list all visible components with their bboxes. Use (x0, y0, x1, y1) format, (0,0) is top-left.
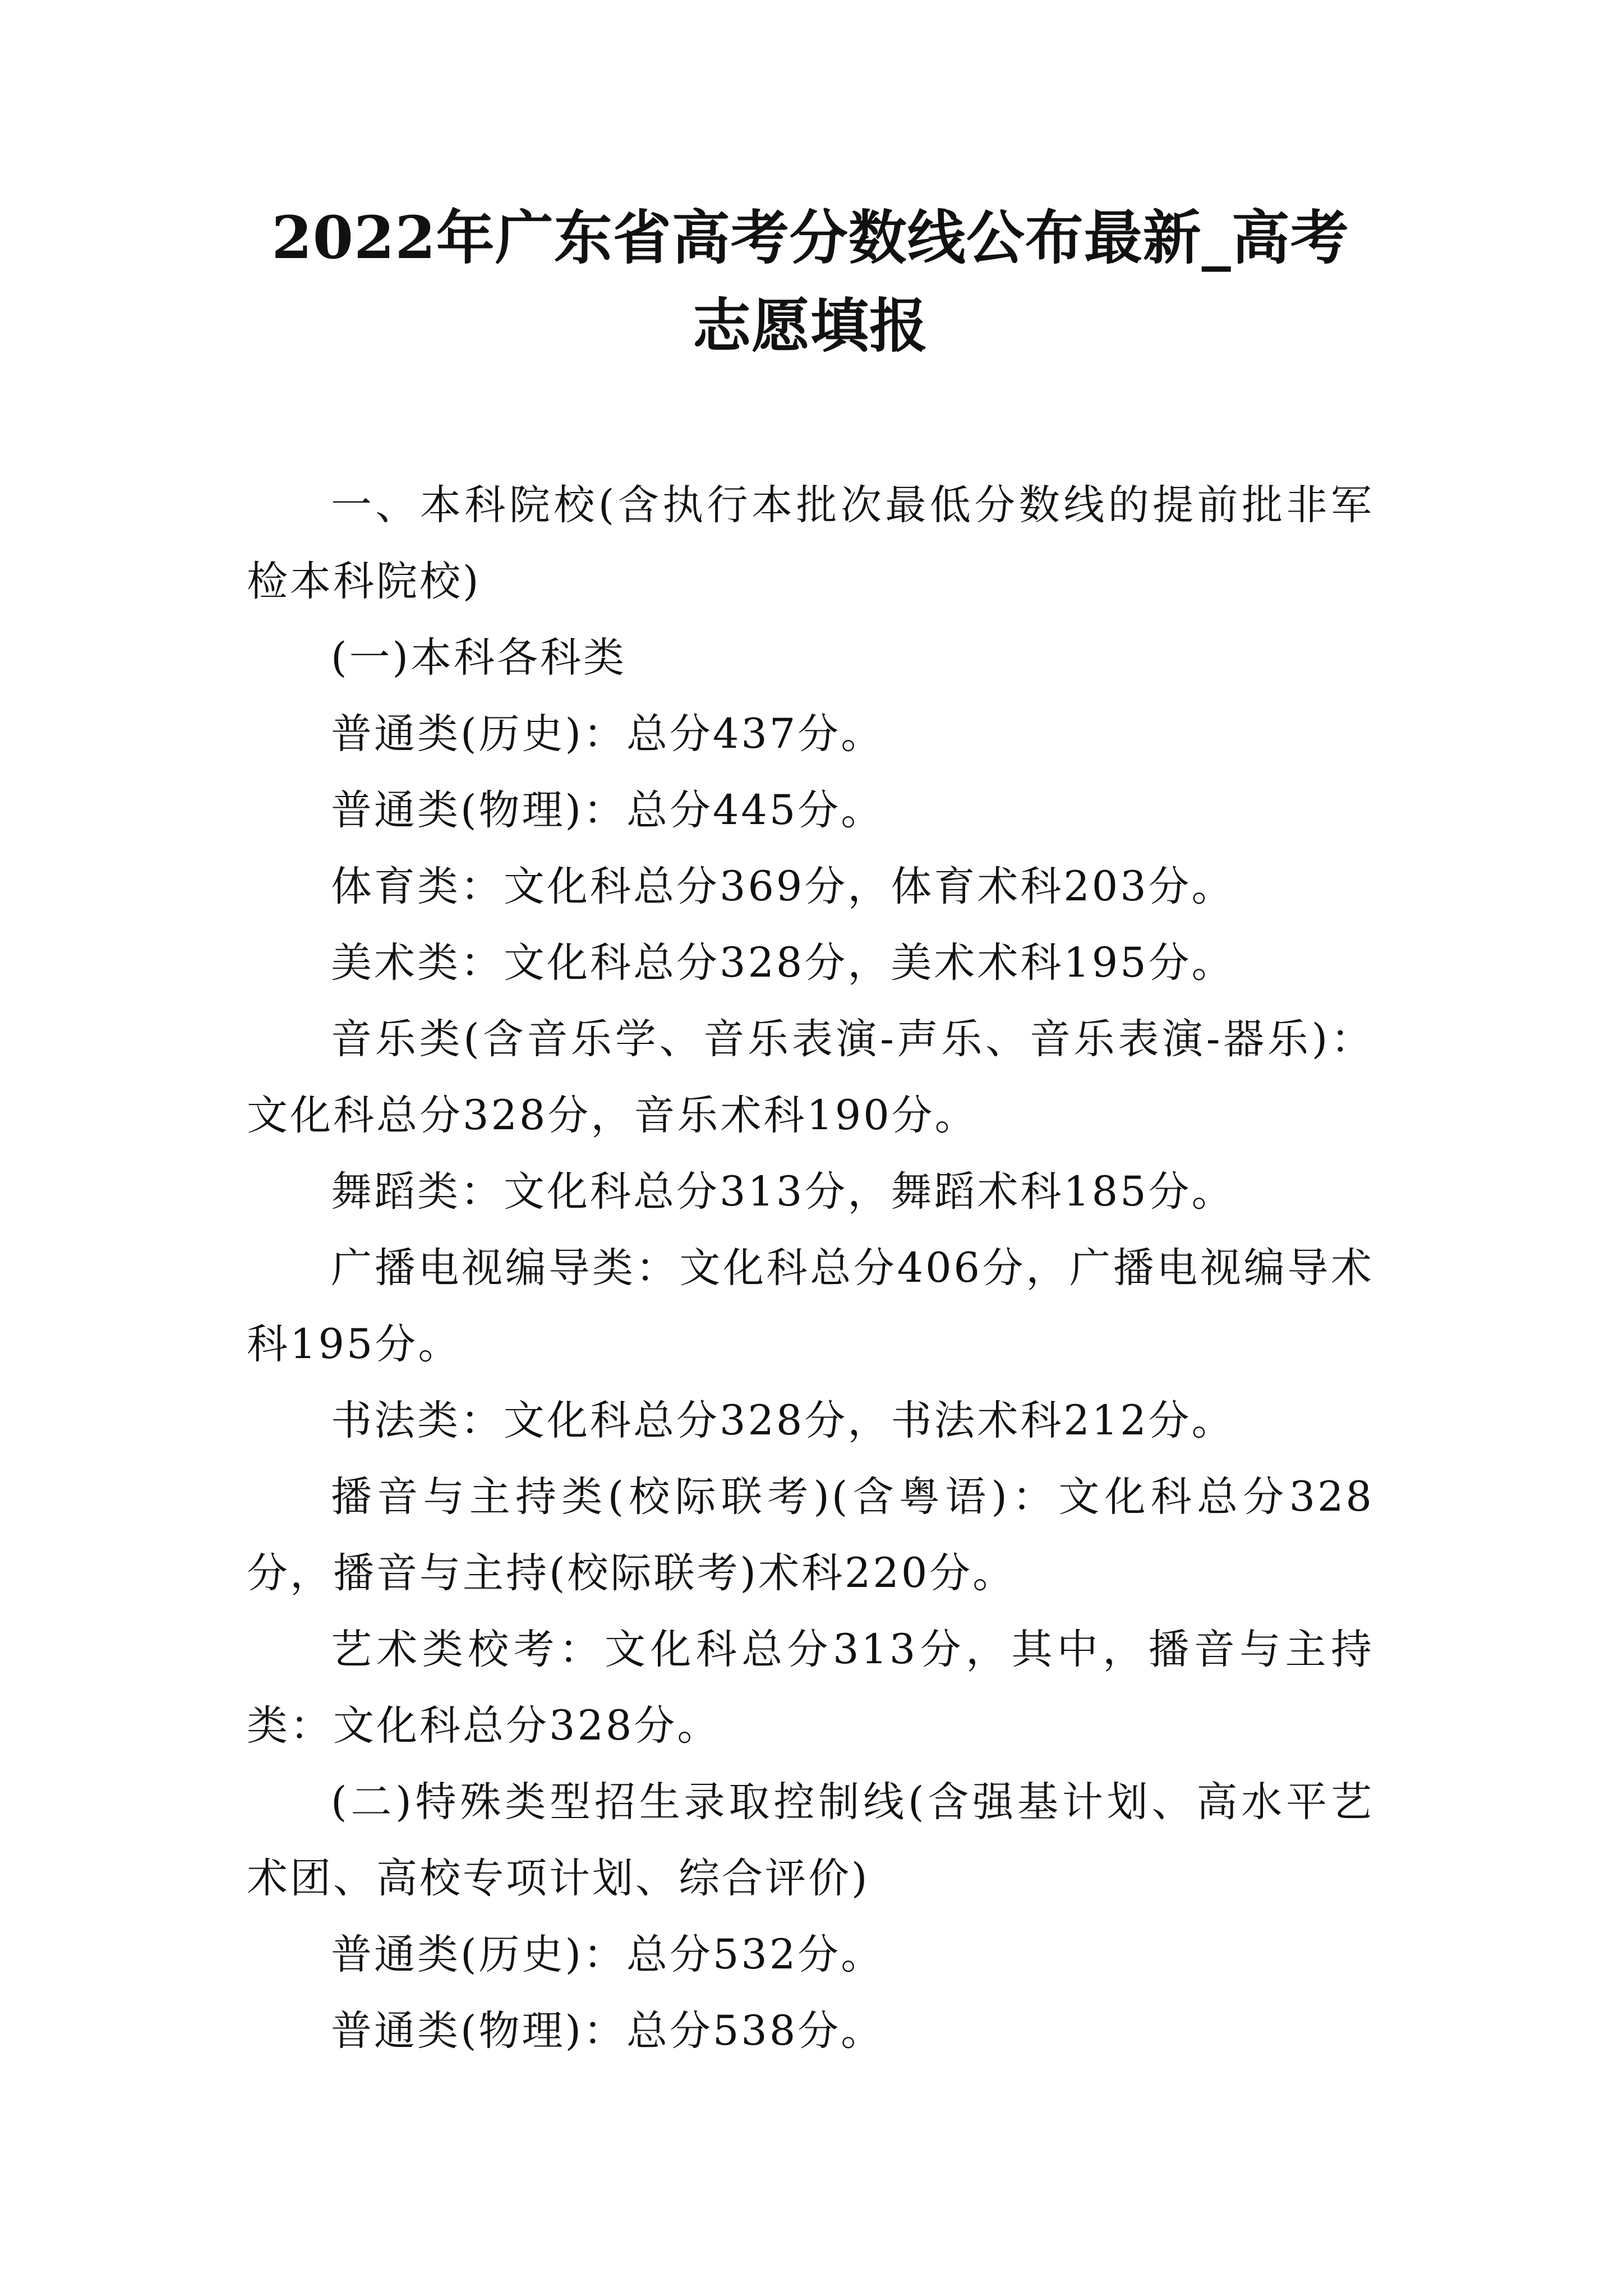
subheading-special-admission-lines: (二)特殊类型招生录取控制线(含强基计划、高水平艺术团、高校专项计划、综合评价) (247, 1778, 1374, 1902)
score-sports: 体育类：文化科总分369分，体育术科203分。 (331, 863, 1235, 910)
score-music: 音乐类(含音乐学、音乐表演-声乐、音乐表演-器乐)：文化科总分328分，音乐术科190分。 (247, 1015, 1374, 1139)
document-body (247, 467, 1374, 2069)
score-special-history: 普通类(历史)：总分532分。 (331, 1931, 884, 1978)
score-general-physics: 普通类(物理)：总分445分。 (331, 786, 884, 834)
score-dance: 舞蹈类：文化科总分313分，舞蹈术科185分。 (331, 1168, 1235, 1216)
heading-undergraduate-institutions: 一、本科院校(含执行本批次最低分数线的提前批非军检本科院校) (247, 481, 1374, 605)
subheading-undergraduate-categories: (一)本科各科类 (331, 634, 626, 682)
score-special-physics: 普通类(物理)：总分538分。 (331, 2007, 884, 2055)
score-art-school-exam: 艺术类校考：文化科总分313分，其中，播音与主持类：文化科总分328分。 (247, 1626, 1374, 1750)
score-general-history: 普通类(历史)：总分437分。 (331, 710, 884, 758)
score-calligraphy: 书法类：文化科总分328分，书法术科212分。 (331, 1397, 1235, 1444)
score-broadcast-tv-directing: 广播电视编导类：文化科总分406分，广播电视编导术科195分。 (247, 1244, 1374, 1368)
document-title: 2022年广东省高考分数线公布最新_高考志愿填报 (271, 203, 1349, 360)
score-fine-arts: 美术类：文化科总分328分，美术术科195分。 (331, 939, 1235, 987)
score-broadcasting-hosting: 播音与主持类(校际联考)(含粤语)：文化科总分328分，播音与主持(校际联考)术科220分。 (247, 1473, 1374, 1597)
